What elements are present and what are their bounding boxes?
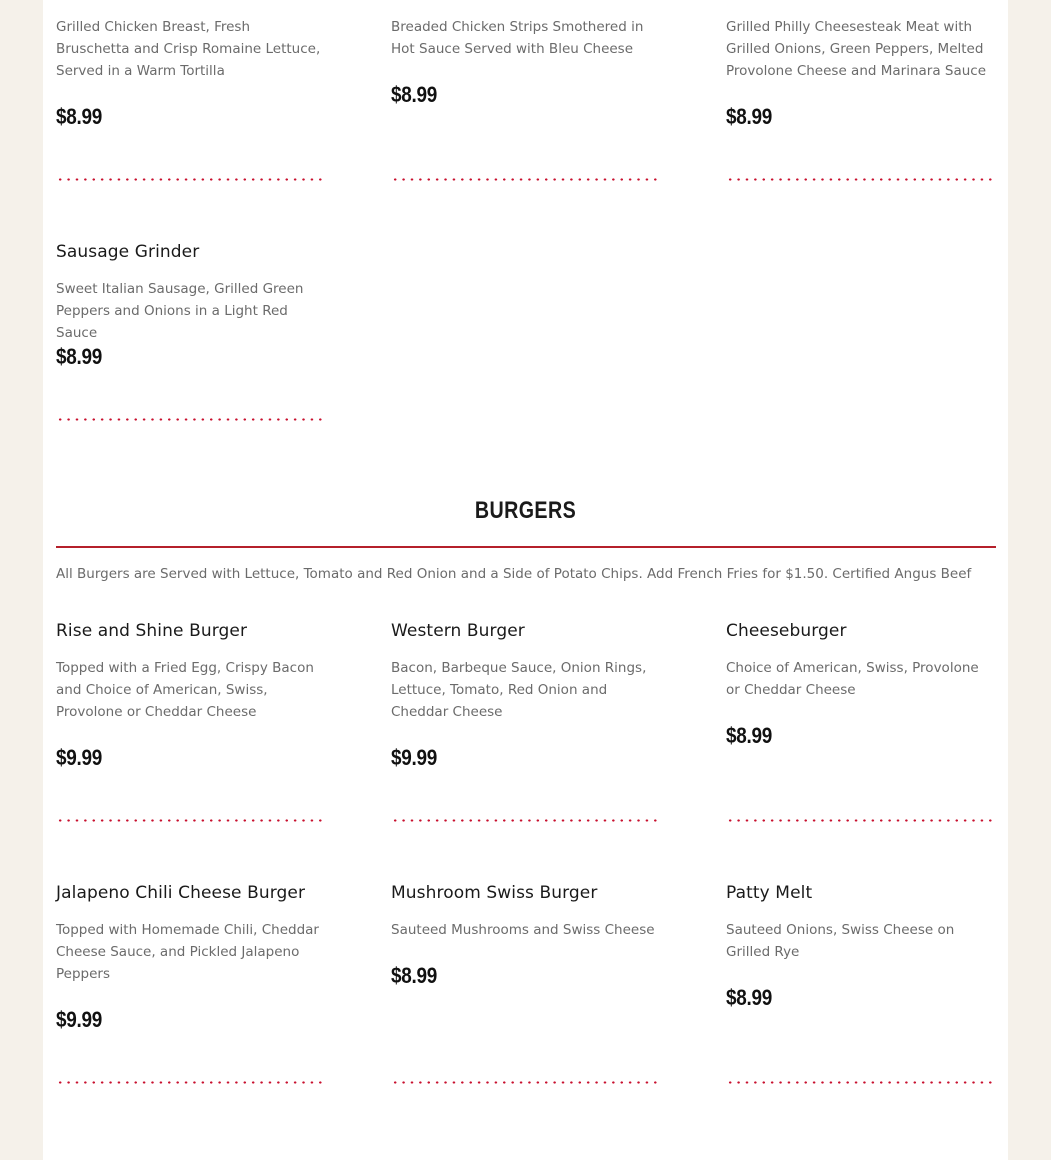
dotted-divider (391, 1081, 661, 1084)
item-description: Sauteed Onions, Swiss Cheese on Grilled Rye (726, 922, 955, 960)
dotted-divider (56, 819, 326, 822)
item-name: Western Burger (391, 621, 525, 641)
menu-item[interactable] (56, 882, 326, 985)
item-price: $8.99 (391, 963, 438, 988)
item-price: $8.99 (56, 104, 103, 129)
item-price: $8.99 (391, 82, 438, 107)
item-name: Rise and Shine Burger (56, 621, 248, 641)
dotted-divider (391, 178, 661, 181)
menu-item[interactable] (56, 241, 326, 344)
dotted-divider (391, 819, 661, 822)
item-description: Sweet Italian Sausage, Grilled Green Peppers and Onions in a Light Red Sauce (56, 281, 304, 341)
dotted-divider (726, 178, 996, 181)
item-description: Topped with a Fried Egg, Crispy Bacon and Choice of American, Swiss, Provolone or Cheddar Cheese (56, 660, 314, 720)
item-name: Sausage Grinder (56, 242, 200, 262)
menu-item[interactable] (391, 882, 661, 941)
menu-item[interactable] (726, 16, 996, 82)
item-name: Jalapeno Chili Cheese Burger (56, 883, 306, 903)
item-description: Sauteed Mushrooms and Swiss Cheese (391, 922, 655, 938)
dotted-divider (726, 819, 996, 822)
section-divider (56, 546, 996, 548)
dotted-divider (726, 1081, 996, 1084)
section-title: BURGERS (474, 497, 577, 524)
item-description: Grilled Philly Cheesesteak Meat with Grilled Onions, Green Peppers, Melted Provolone Cheese and Marinara Sauce (726, 19, 987, 79)
menu-item[interactable] (56, 16, 326, 82)
dotted-divider (56, 1081, 326, 1084)
item-price: $9.99 (56, 1007, 103, 1032)
section-note: All Burgers are Served with Lettuce, Tomato and Red Onion and a Side of Potato Chips. Add French Fries for $1.50. Certified Angus Beef (56, 566, 972, 582)
menu-item[interactable] (726, 620, 996, 701)
item-name: Mushroom Swiss Burger (391, 883, 598, 903)
item-description: Topped with Homemade Chili, Cheddar Cheese Sauce, and Pickled Jalapeno Peppers (56, 922, 319, 982)
menu-item[interactable] (391, 16, 661, 60)
item-price: $8.99 (726, 104, 773, 129)
item-description: Breaded Chicken Strips Smothered in Hot Sauce Served with Bleu Cheese (391, 19, 644, 57)
item-description: Choice of American, Swiss, Provolone or Cheddar Cheese (726, 660, 979, 698)
item-price: $8.99 (56, 344, 103, 369)
item-price: $9.99 (391, 745, 438, 770)
item-description: Grilled Chicken Breast, Fresh Bruschetta and Crisp Romaine Lettuce, Served in a Warm Tortilla (56, 19, 321, 79)
dotted-divider (56, 178, 326, 181)
menu-panel (43, 0, 1008, 1160)
item-price: $8.99 (726, 723, 773, 748)
menu-item[interactable] (56, 620, 326, 723)
dotted-divider (56, 418, 326, 421)
item-description: Bacon, Barbeque Sauce, Onion Rings, Lettuce, Tomato, Red Onion and Cheddar Cheese (391, 660, 647, 720)
menu-item[interactable] (726, 882, 996, 963)
item-name: Patty Melt (726, 883, 813, 903)
item-name: Cheeseburger (726, 621, 847, 641)
item-price: $9.99 (56, 745, 103, 770)
menu-item[interactable] (391, 620, 661, 723)
item-price: $8.99 (726, 985, 773, 1010)
